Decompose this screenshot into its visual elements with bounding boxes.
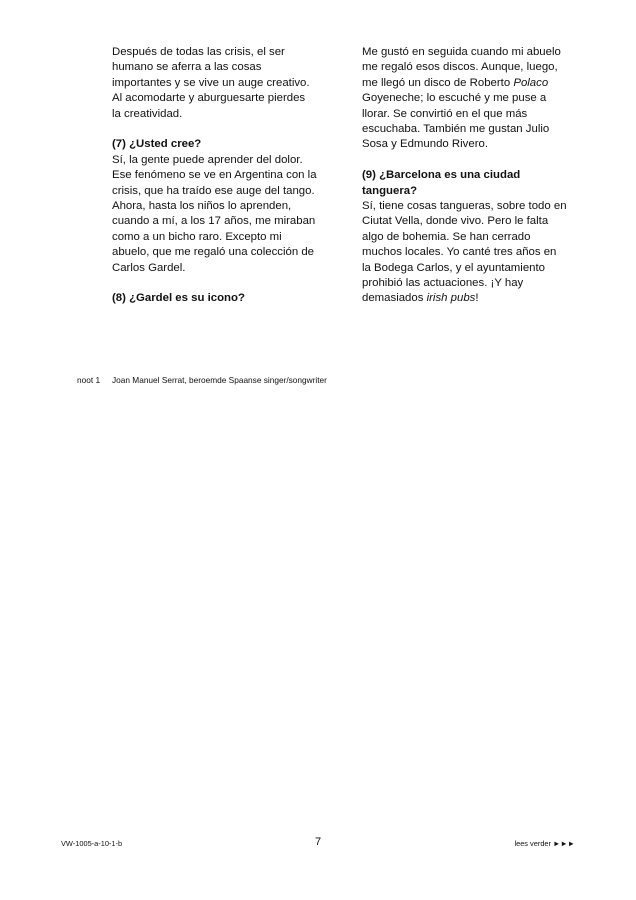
footnote-text: Joan Manuel Serrat, beroemde Spaanse singer/songwriter bbox=[112, 375, 327, 385]
answer-8-italic: Polaco bbox=[513, 76, 549, 89]
continue-indicator: lees verder ►►► bbox=[514, 839, 575, 848]
question-8-block bbox=[112, 291, 317, 306]
left-column bbox=[112, 45, 317, 322]
answer-9-italic: irish pubs bbox=[426, 292, 476, 305]
footnote-label: noot 1 bbox=[77, 375, 101, 385]
answer-7: Sí, la gente puede aprender del dolor. Ese fenómeno se ve en Argentina con la crisis, que ha traído ese auge del tango. Ahora, hasta los niños lo aprenden, cuando a mí, a los 17 años, me miraban como a un bicho raro. Excepto mi abuelo, que me regaló una colección de Carlos Gardel. bbox=[112, 153, 317, 274]
page-footer bbox=[61, 836, 575, 850]
answer-9-text-1: Sí, tiene cosas tangueras, sobre todo en Ciutat Vella, donde vivo. Pero le falta algo de bohemia. Se han cerrado muchos locales. Yo canté tres años en la Bodega Carlos, y el ayuntamiento prohibió las actuaciones. ¡Y hay demasiados bbox=[362, 200, 567, 305]
page-number: 7 bbox=[314, 836, 322, 848]
answer-9-text-2: ! bbox=[475, 292, 479, 305]
paragraph-crisis: Después de todas las crisis, el ser humano se aferra a las cosas importantes y se vive un auge creativo. Al acomodarte y aburguesarte pierdes la creatividad. bbox=[112, 46, 310, 120]
answer-8-text-1: Me gustó en seguida cuando mi abuelo me regaló esos discos. Aunque, luego, me llegó un disco de Roberto bbox=[362, 46, 561, 89]
question-7-block bbox=[112, 137, 317, 276]
footnote bbox=[77, 375, 327, 386]
answer-8 bbox=[362, 45, 567, 153]
question-9-block bbox=[362, 168, 567, 307]
question-9: (9) ¿Barcelona es una ciudad tanguera? bbox=[362, 169, 521, 197]
question-8: (8) ¿Gardel es su icono? bbox=[112, 292, 245, 305]
exam-code: VW-1005-a-10-1-b bbox=[61, 839, 123, 848]
right-column bbox=[362, 45, 567, 322]
question-7: (7) ¿Usted cree? bbox=[112, 138, 202, 151]
answer-8-text-2: Goyeneche; lo escuché y me puse a llorar. Se convirtió en el que más escuchaba. También me gustan Julio Sosa y Edmundo Rivero. bbox=[362, 92, 550, 151]
